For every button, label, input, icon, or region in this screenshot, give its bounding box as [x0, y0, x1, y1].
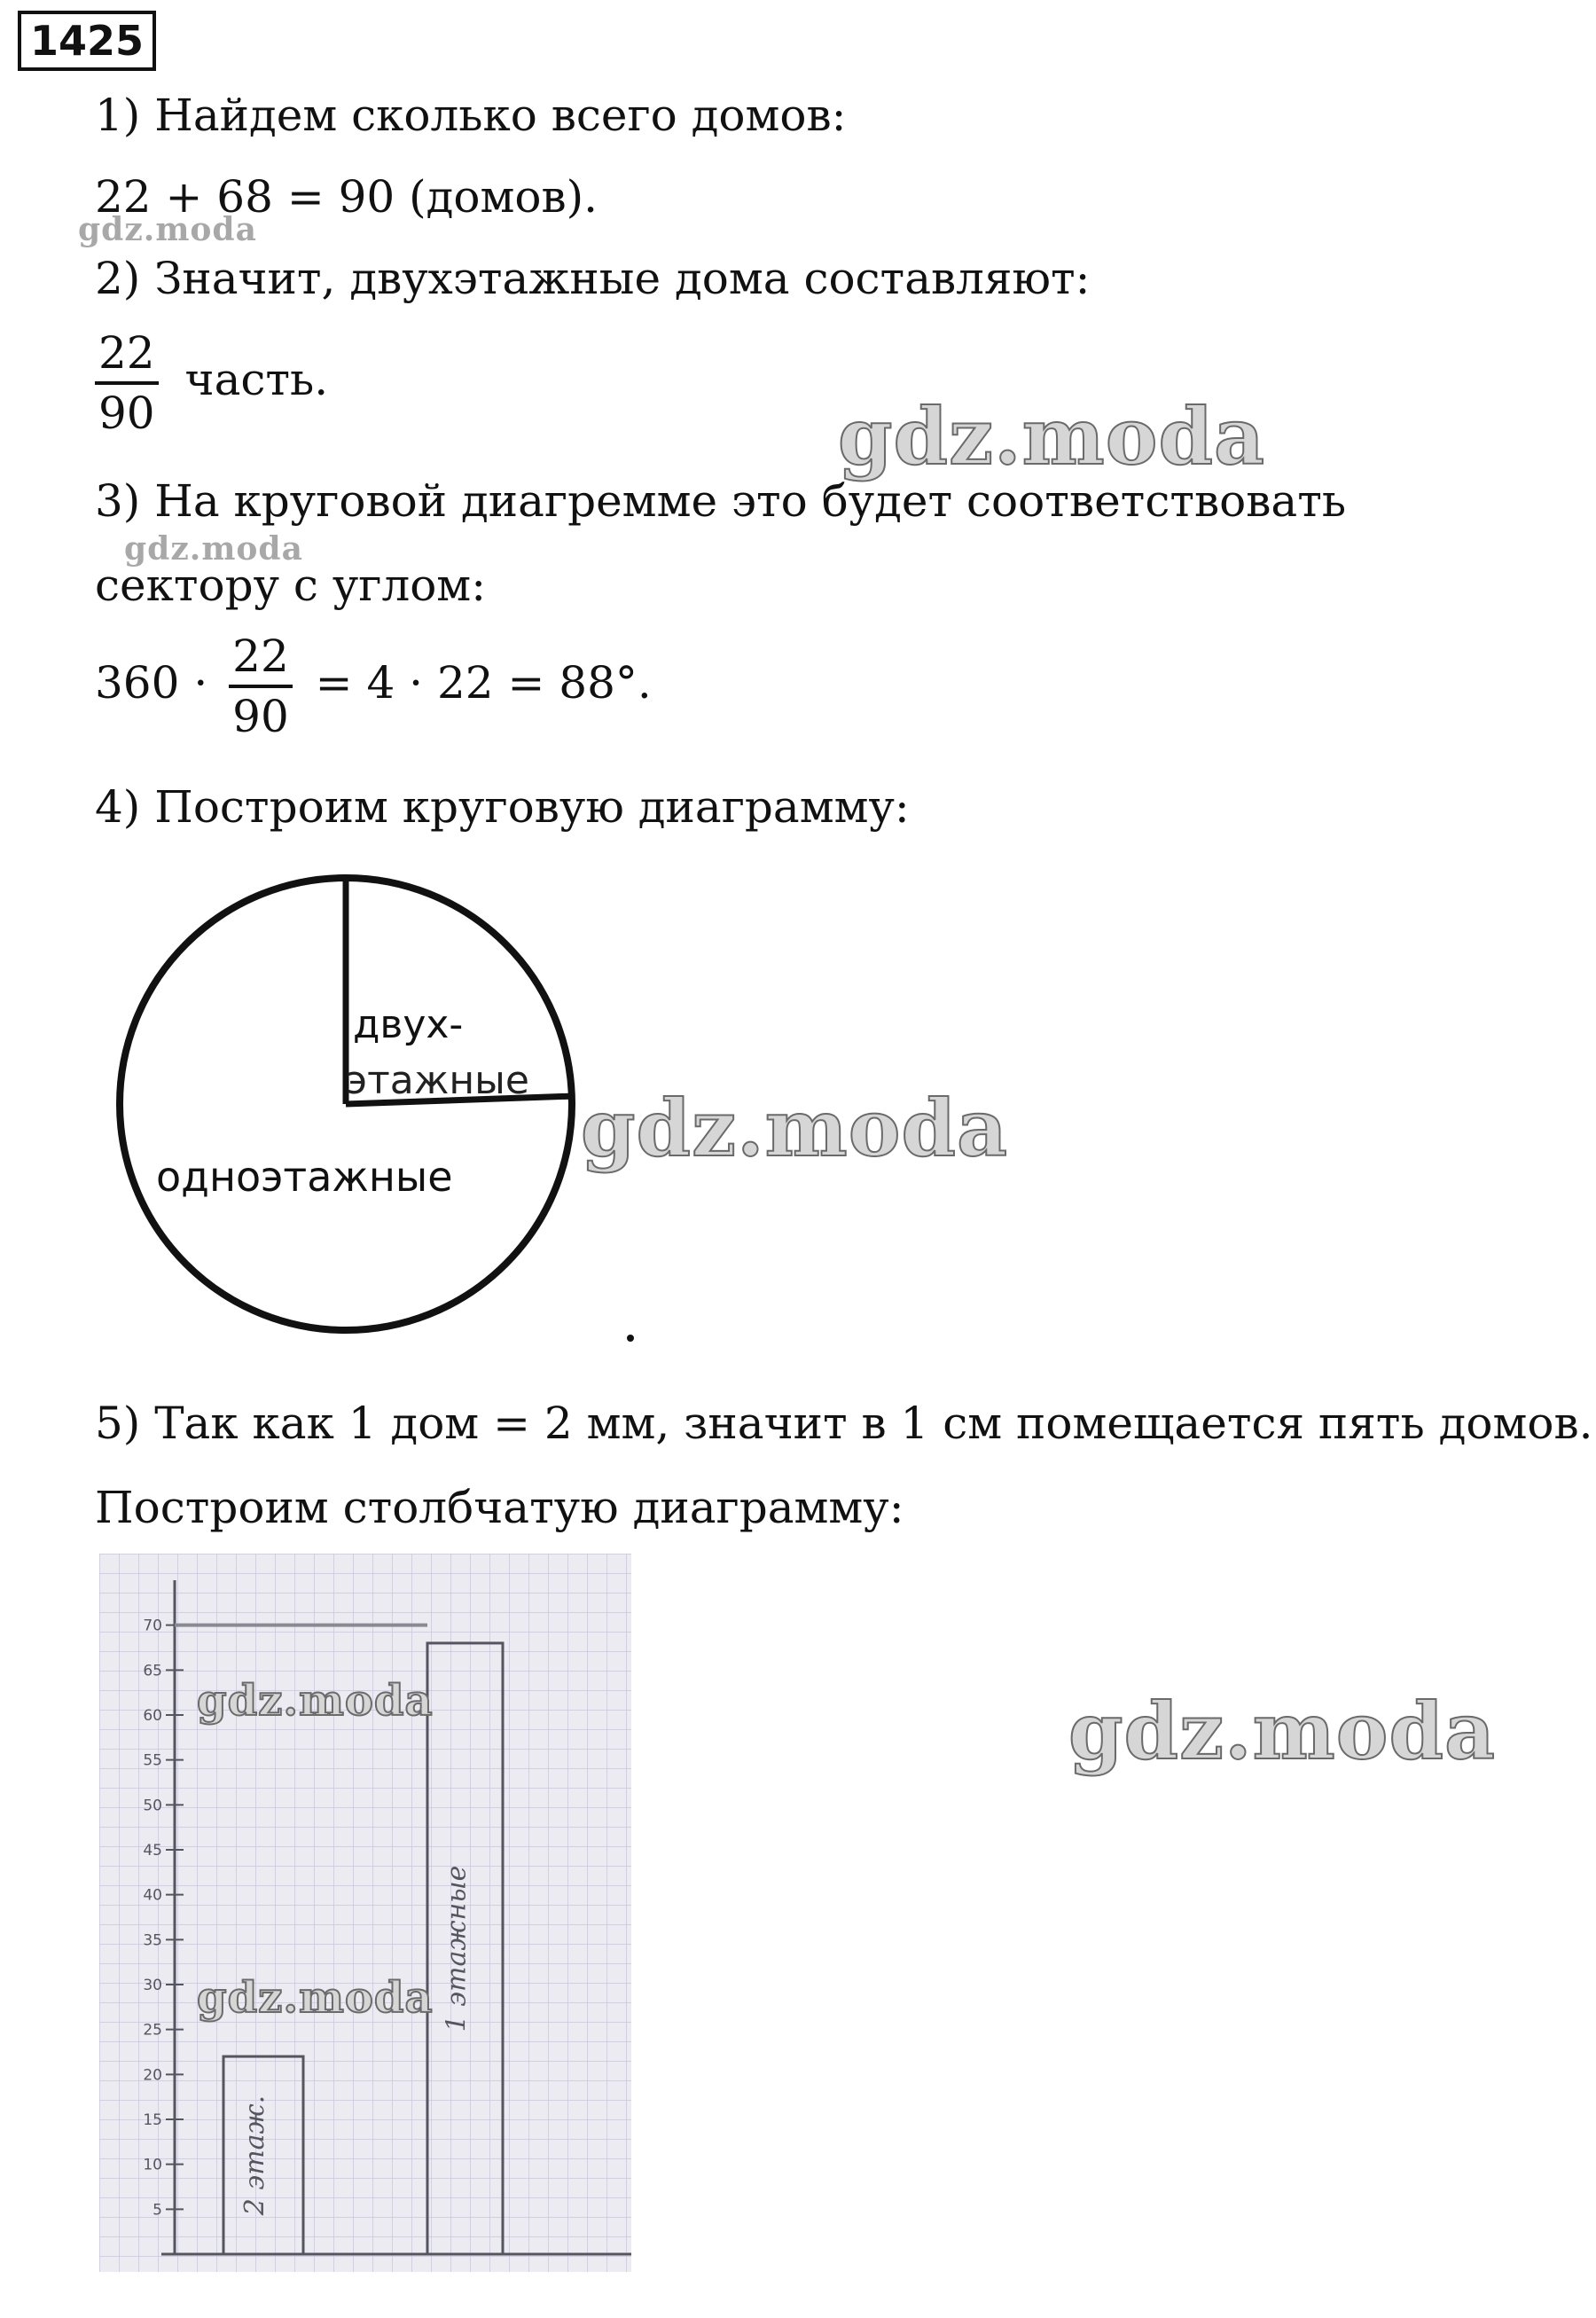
- y-tick-label-13: 70: [143, 1617, 162, 1635]
- y-tick-label-5: 30: [143, 1977, 162, 1994]
- pie-label-one-story: одноэтажные: [156, 1153, 453, 1201]
- y-tick-label-7: 40: [143, 1886, 162, 1905]
- watermark: gdz.moda: [838, 390, 1266, 482]
- y-tick-label-4: 25: [143, 2021, 162, 2040]
- bar-chart: [99, 1554, 631, 2272]
- step3-denominator: 90: [232, 691, 289, 742]
- watermark: gdz.moda: [78, 211, 257, 248]
- bar-label-0: 2 этаж.: [239, 2095, 270, 2216]
- watermark: gdz.moda: [197, 1676, 434, 1726]
- watermark: gdz.moda: [581, 1082, 1009, 1174]
- step2-numerator: 22: [95, 328, 159, 385]
- y-tick-label-11: 60: [143, 1707, 162, 1725]
- step3-numerator: 22: [229, 631, 293, 688]
- pie-label-two-story-line2: этажные: [346, 1058, 529, 1103]
- step1-formula: 22 + 68 = 90 (домов).: [95, 171, 598, 223]
- bar-label-1: 1 этажные: [441, 1865, 473, 2032]
- pie-label-two-story-line1: двух-: [353, 1002, 464, 1047]
- step3-heading-line1: 3) На круговой диагремме это будет соответствовать: [95, 475, 1347, 527]
- step3-heading-line2: сектору с углом:: [95, 560, 487, 611]
- step2-heading: 2) Значит, двухэтажные дома составляют:: [95, 253, 1091, 304]
- y-tick-label-12: 65: [143, 1662, 162, 1680]
- watermark: gdz.moda: [197, 1973, 434, 2023]
- step2-fraction-line: [95, 328, 328, 438]
- step3-fraction: [229, 631, 293, 741]
- y-tick-label-8: 45: [143, 1842, 162, 1860]
- y-tick-label-0: 5: [153, 2201, 162, 2220]
- step3-lead: 360 ·: [95, 657, 208, 709]
- step5-sub: Построим столбчатую диаграмму:: [95, 1482, 904, 1533]
- step2-fraction: [95, 328, 159, 438]
- y-tick-label-2: 15: [143, 2111, 162, 2129]
- y-tick-label-6: 35: [143, 1931, 162, 1950]
- y-tick-label-3: 20: [143, 2066, 162, 2085]
- step4-heading: 4) Построим круговую диаграмму:: [95, 781, 910, 833]
- y-tick-label-10: 55: [143, 1751, 162, 1770]
- task-number-badge: 1425: [18, 11, 156, 71]
- stray-dot: [627, 1335, 634, 1342]
- pie-chart: [98, 865, 594, 1343]
- step1-heading: 1) Найдем сколько всего домов:: [95, 90, 847, 141]
- watermark: gdz.moda: [1068, 1685, 1497, 1777]
- step5-heading: 5) Так как 1 дом = 2 мм, значит в 1 см помещается пять домов.: [95, 1398, 1593, 1449]
- step3-fraction-line: [95, 631, 652, 741]
- y-tick-label-9: 50: [143, 1797, 162, 1815]
- y-tick-label-1: 10: [143, 2156, 162, 2174]
- watermark: gdz.moda: [124, 530, 303, 568]
- step3-tail: = 4 · 22 = 88°.: [315, 657, 652, 709]
- step2-tail: часть.: [184, 354, 329, 405]
- step2-denominator: 90: [98, 388, 155, 439]
